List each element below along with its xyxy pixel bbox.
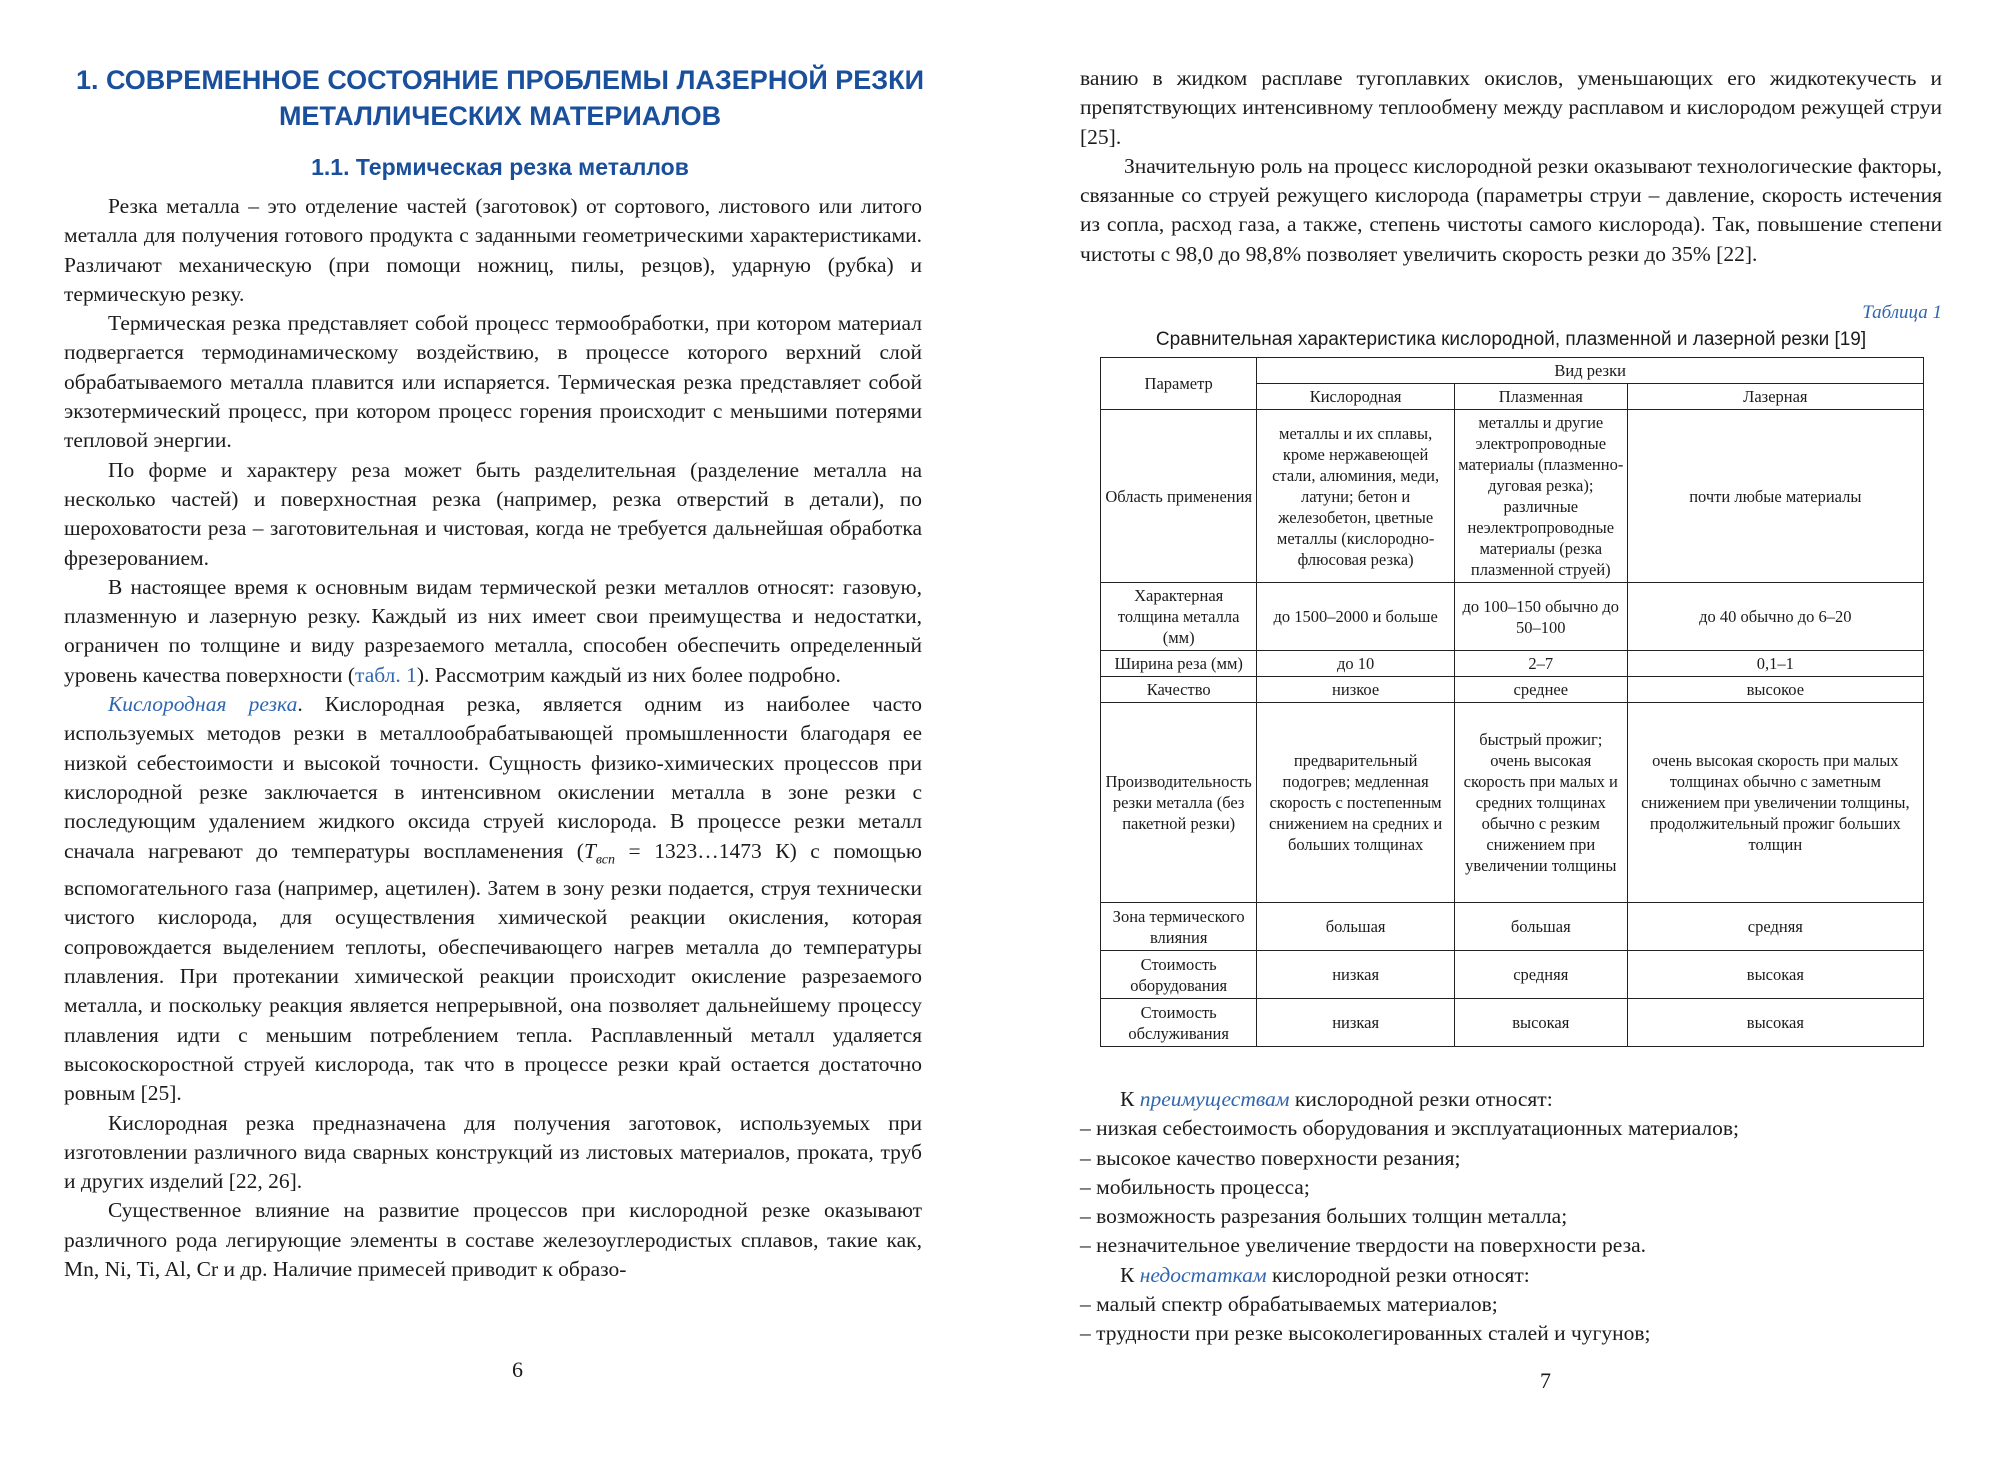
table-row (1101, 951, 1924, 999)
paragraph-text: ). Рассмотрим каждый из них более подробно. (416, 662, 841, 687)
table-row (1101, 903, 1924, 951)
table-cell: почти любые материалы (1627, 410, 1923, 583)
list-item: – низкая себестоимость оборудования и эксплуатационных материалов; (1080, 1116, 1740, 1141)
table-cell: металлы и другие электропроводные материалы (плазменно-дуговая резка); различные неэлектропроводные материалы (резка плазменной струей) (1454, 410, 1627, 583)
table-cell: до 100–150 обычно до 50–100 (1454, 583, 1627, 651)
advantages-intro (1080, 1085, 1942, 1114)
row-parameter: Зона термического влияния (1101, 903, 1257, 951)
table-reference-link[interactable]: табл. 1 (355, 662, 417, 687)
paragraph: Кислородная резка предназначена для получения заготовок, используемых при изготовлении различного вида сварных конструкций из листовых материалов, проката, труб и других изделий [22, 26]. (64, 1110, 922, 1194)
paragraph-text: В настоящее время к основным видам термической резки металлов относят: газовую, плазменную и лазерную резку. Каждый из них имеет свои преимущества и недостатки, ограничен по толщине и виду разрезаемого металла, способен обеспечить определенный уровень качества поверхности ( (64, 574, 922, 687)
column-header-laser: Лазерная (1627, 384, 1923, 410)
disadvantages-intro (1080, 1261, 1942, 1290)
paragraph: Резка металла – это отделение частей (заготовок) от сортового, листового или литого металла для получения готового продукта с заданными геометрическими характеристиками. Различают механическую (при помощи ножниц, пилы, резцов), ударную (рубка) и термическую резку. (64, 194, 922, 306)
term-advantages: преимуществам (1139, 1087, 1290, 1111)
table-cell: высокая (1627, 951, 1923, 999)
table-cell: большая (1454, 903, 1627, 951)
table-cell: низкая (1257, 951, 1455, 999)
list-item: – мобильность процесса; (1080, 1174, 1310, 1199)
table-cell: средняя (1454, 951, 1627, 999)
row-parameter: Характерная толщина металла (мм) (1101, 583, 1257, 651)
table-cell: среднее (1454, 677, 1627, 703)
page-number: 6 (512, 1357, 523, 1382)
table-row (1101, 999, 1924, 1047)
table-cell: до 1500–2000 и больше (1257, 583, 1455, 651)
table-cell: высокая (1627, 999, 1923, 1047)
paragraph: Значительную роль на процесс кислородной резки оказывают технологические факторы, связанные со струей режущего кислорода (параметры струи – давление, скорость истечения из сопла, расход газа, а также, степень чистоты самого кислорода). Так, повышение степени чистоты с 98,0 до 98,8% позволяет увеличить скорость резки до 35% [22]. (1080, 153, 1942, 266)
chapter-title: 1. СОВРЕМЕННОЕ СОСТОЯНИЕ ПРОБЛЕМЫ ЛАЗЕРНОЙ РЕЗКИ МЕТАЛЛИЧЕСКИХ МАТЕРИАЛОВ (75, 65, 925, 131)
paragraph: Термическая резка представляет собой процесс термообработки, при котором материал подвергается термодинамическому воздействию, в процессе которого верхний слой обрабатываемого металла плавится или испаряется. Термическая резка представляет собой экзотермический процесс, при котором процесс горения происходит с меньшими потерями тепловой энергии. (64, 311, 922, 453)
table-row (1101, 703, 1924, 903)
table-cell: 0,1–1 (1627, 651, 1923, 677)
table-row (1101, 410, 1924, 583)
table-cell: низкое (1257, 677, 1455, 703)
table-cell: большая (1257, 903, 1455, 951)
row-parameter: Стоимость обслуживания (1101, 999, 1257, 1047)
table-cell: высокая (1454, 999, 1627, 1047)
page-number: 7 (1540, 1368, 1551, 1393)
table-cell: средняя (1627, 903, 1923, 951)
comparison-table (1100, 357, 1924, 1047)
term-oxygen-cutting: Кислородная резка (108, 692, 298, 717)
table-cell: до 10 (1257, 651, 1455, 677)
list-item: – высокое качество поверхности резания; (1080, 1145, 1461, 1170)
row-parameter: Ширина реза (мм) (1101, 651, 1257, 677)
paragraph (64, 690, 922, 1108)
row-parameter: Производительность резки металла (без пакетной резки) (1101, 703, 1257, 903)
intro-text: кислородной резки относят: (1266, 1262, 1530, 1287)
table-row (1101, 677, 1924, 703)
row-parameter: Качество (1101, 677, 1257, 703)
list-item: – незначительное увеличение твердости на поверхности реза. (1080, 1233, 1646, 1258)
row-parameter: Область применения (1101, 410, 1257, 583)
column-header-oxygen: Кислородная (1257, 384, 1455, 410)
left-body-text (64, 192, 922, 1284)
table-cell: до 40 обычно до 6–20 (1627, 583, 1923, 651)
column-group-header: Вид резки (1257, 358, 1924, 384)
intro-text: К (1120, 1262, 1140, 1287)
section-title: 1.1. Термическая резка металлов (311, 154, 689, 180)
term-disadvantages: недостаткам (1139, 1262, 1267, 1287)
list-item: – трудности при резке высоколегированных сталей и чугунов; (1080, 1321, 1651, 1346)
table-label: Таблица 1 (1862, 302, 1942, 323)
column-header-parameter: Параметр (1101, 358, 1257, 410)
table-caption: Сравнительная характеристика кислородной, плазменной и лазерной резки [19] (1155, 329, 1867, 350)
row-parameter: Стоимость оборудования (1101, 951, 1257, 999)
right-body-text (1080, 64, 1942, 269)
paragraph-text: = 1323…1473 К) с помощью вспомогательного газа (например, ацетилен). Затем в зону резки подается, струя технически чистого кислорода, для осуществления химической реакции окисления, которая сопровождается выделением теплоты, обеспечивающего нагрев металла до температуры плавления. При протекании химической реакции происходит окисление разрезаемого металла, и поскольку реакция является непрерывной, она позволяет дальнейшему процессу плавления идти с меньшим потреблением тепла. Расплавленный металл удаляется высокоскоростной струей кислорода, так что в процессе резки край остается достаточно ровным [25]. (64, 838, 922, 1106)
list-item: – возможность разрезания больших толщин металла; (1080, 1204, 1568, 1229)
paragraph: Существенное влияние на развитие процессов при кислородной резке оказывают различного рода легирующие элементы в составе железоуглеродистых сплавов, такие как, Mn, Ni, Ti, Al, Cr и др. Наличие примесей приводит к образо- (64, 1198, 922, 1281)
right-page (1000, 0, 2000, 1467)
list-item: – малый спектр обрабатываемых материалов; (1080, 1292, 1498, 1317)
table-cell: 2–7 (1454, 651, 1627, 677)
table-row (1101, 583, 1924, 651)
table-cell: металлы и их сплавы, кроме нержавеющей стали, алюминия, меди, латуни; бетон и железобетон, цветные металлы (кислородно-флюсовая резка) (1257, 410, 1455, 583)
column-header-plasma: Плазменная (1454, 384, 1627, 410)
table-cell: высокое (1627, 677, 1923, 703)
paragraph: ванию в жидком расплаве тугоплавких окислов, уменьшающих его жидкотекучесть и препятствующих интенсивному теплообмену между расплавом и кислородом режущей струи [25]. (1080, 66, 1942, 149)
formula-subscript: всп (595, 851, 616, 867)
table-cell: быстрый прожиг; очень высокая скорость при малых и средних толщинах обычно с резким снижением при увеличении толщины (1454, 703, 1627, 903)
paragraph: По форме и характеру реза может быть разделительная (разделение металла на несколько частей) и поверхностная резка (например, резка отверстий в детали), по шероховатости реза – заготовительная и чистовая, когда не требуется дальнейшая обработка фрезерованием. (64, 457, 922, 570)
table-row (1101, 651, 1924, 677)
intro-text: кислородной резки относят: (1289, 1087, 1553, 1111)
paragraph-text: . Кислородная резка, является одним из наиболее часто используемых методов резки в металлообрабатывающей промышленности благодаря ее низкой себестоимости и высокой точности. Сущность физико-химических процессов при кислородной резке заключается в интенсивном окислении металла в зоне резки с последующим удалением жидкого оксида струей кислорода. В процессе резки металл сначала нагревают до температуры воспламенения ( (64, 692, 922, 863)
pros-cons-list (1080, 1085, 1942, 1349)
table-cell: очень высокая скорость при малых толщинах обычно с заметным снижением при увеличении толщины, продолжительный прожиг больших толщин (1627, 703, 1923, 903)
table-cell: низкая (1257, 999, 1455, 1047)
table-header-row (1101, 358, 1924, 384)
intro-text: К (1120, 1087, 1140, 1111)
paragraph (64, 573, 922, 690)
table-cell: предварительный подогрев; медленная скорость с постепенным снижением на средних и больших толщинах (1257, 703, 1455, 903)
formula-symbol: T (583, 838, 596, 863)
